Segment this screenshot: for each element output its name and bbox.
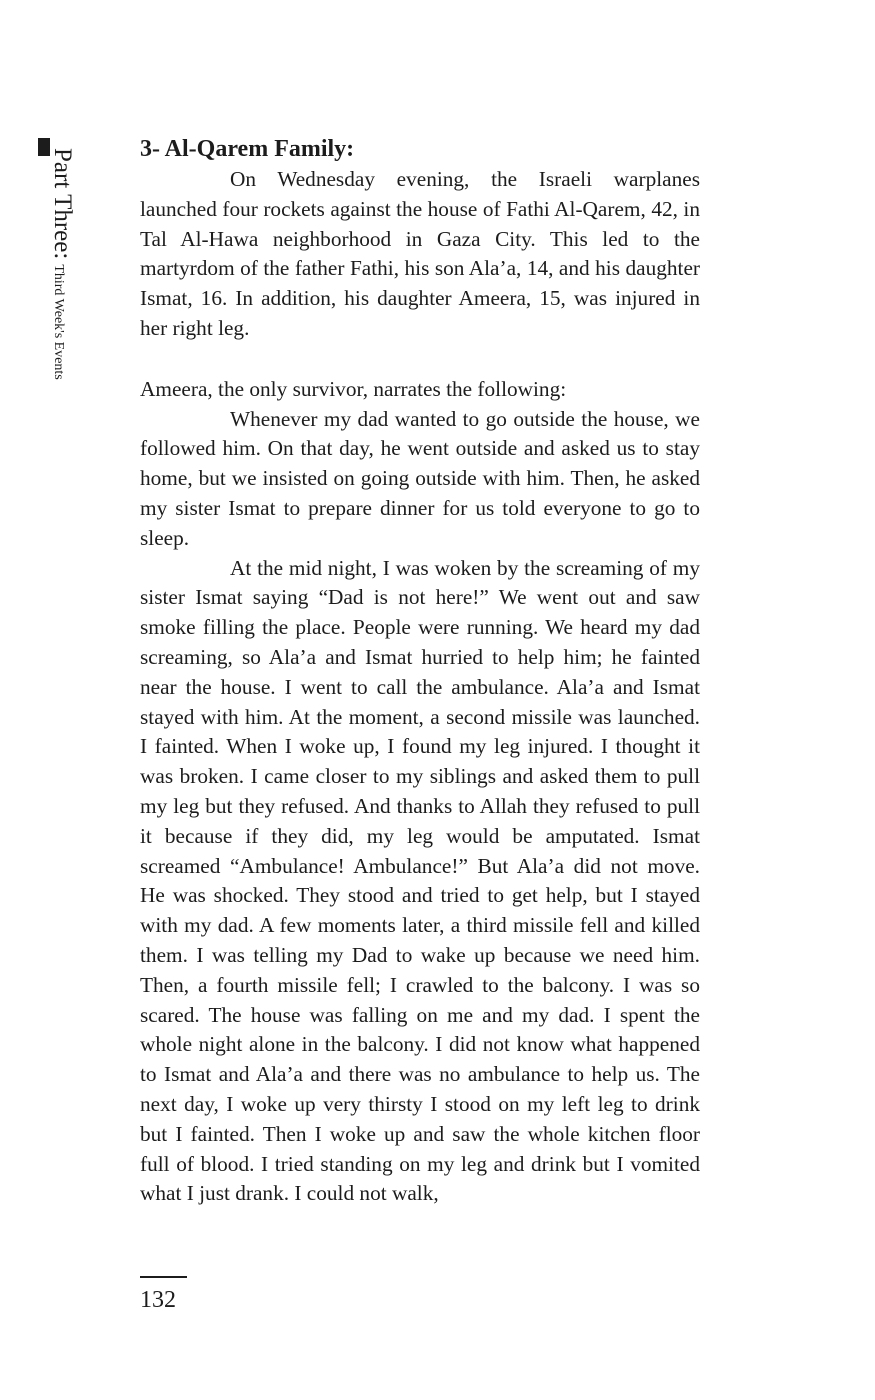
narration-paragraph-2: At the mid night, I was woken by the screaming of my sister Ismat saying “Dad is not here!” We went out and saw smoke filling the place. People were running. We heard my dad screaming, so Ala’a and Ismat hurried to help him; he fainted near the house. I went to call the ambulance. Ala’a and Ismat stayed with him. At the moment, a second missile was launched. I fainted. When I woke up, I found my leg injured. I thought it was broken. I came closer to my siblings and asked them to pull my leg but they refused. And thanks to Allah they refused to pull it because if they did, my leg would be amputated. Ismat screamed “Ambulance! Ambulance!” But Ala’a did not move. He was shocked. They stood and tried to get help, but I stayed with my dad. A few moments later, a third missile fell and killed them. I was telling my Dad to wake up because we need him. Then, a fourth missile fell; I crawled to the balcony. I was so scared. The house was falling on me and my dad. I spent the whole night alone in the balcony. I did not know what happened to Ismat and Ala’a and there was no ambulance to help us. The next day, I woke up very thirsty I stood on my left leg to drink but I fainted. Then I woke up and saw the whole kitchen floor full of blood. I tried standing on my leg and drink but I vomited what I just drank. I could not walk,	[140, 555, 700, 1206]
section-heading: 3- Al-Qarem Family:	[140, 136, 355, 162]
page-body	[140, 133, 700, 1209]
narration-intro: Ameera, the only survivor, narrates the following:	[140, 376, 567, 401]
page-number: 132	[140, 1287, 176, 1313]
part-subtitle: Third Week's Events	[51, 264, 66, 380]
intro-paragraph: On Wednesday evening, the Israeli warplanes launched four rockets against the house of Fathi Al-Qarem, 42, in Tal Al-Hawa neighborhood in Gaza City. This led to the martyrdom of the father Fathi, his son Ala’a, 14, and his daughter Ismat, 16. In addition, his daughter Ameera, 15, was injured in her right leg.	[140, 167, 700, 340]
footer-rule	[140, 1276, 187, 1278]
side-running-header	[48, 148, 76, 380]
narration-paragraph-1: Whenever my dad wanted to go outside the house, we followed him. On that day, he went outside and asked us to stay home, but we insisted on going outside with him. Then, he asked my sister Ismat to prepare dinner for us told everyone to go to sleep.	[140, 406, 700, 550]
part-title: Part Three:	[49, 148, 76, 260]
